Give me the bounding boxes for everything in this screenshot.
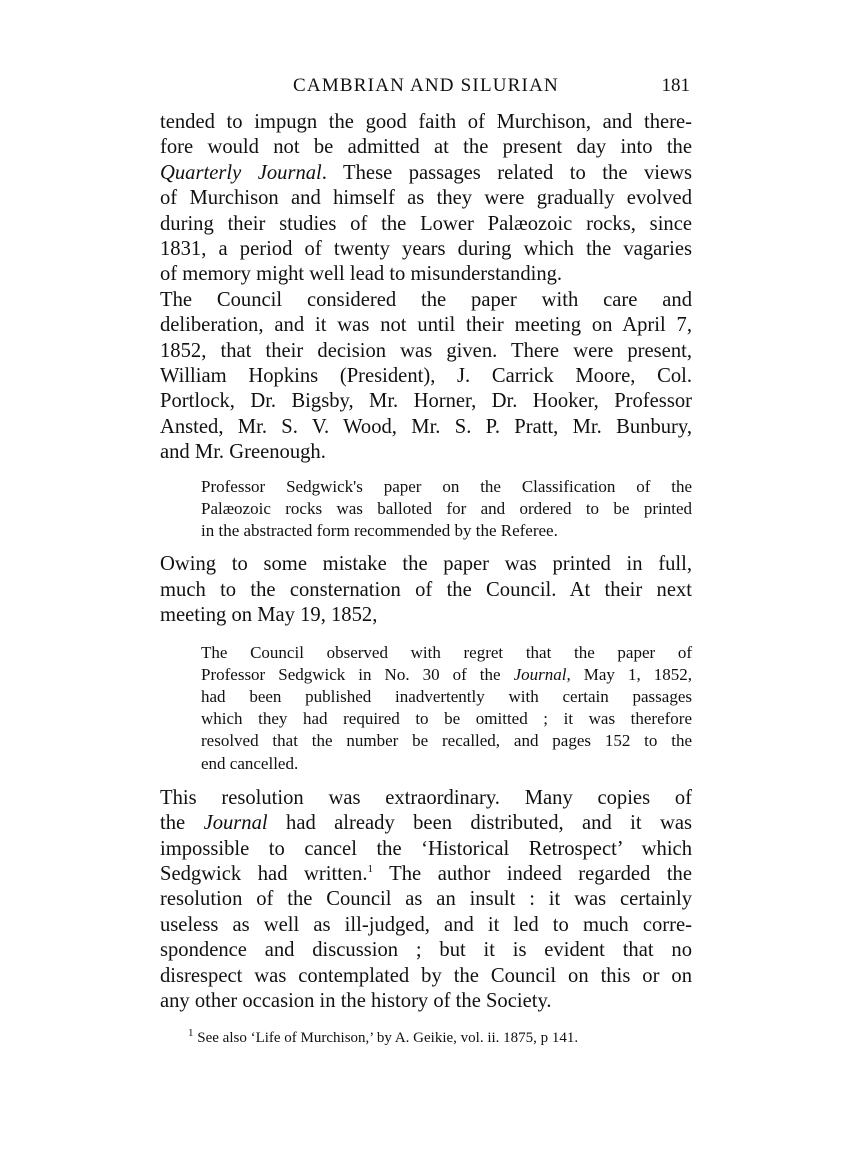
text-line: meeting on May 19, 1852, bbox=[160, 604, 378, 627]
block-quote-1 bbox=[160, 476, 692, 543]
text-line: any other occasion in the history of the Society. bbox=[160, 989, 552, 1012]
text-line: deliberation, and it was not until their meeting on April 7, bbox=[160, 314, 692, 337]
quote-line: end cancelled. bbox=[201, 753, 299, 773]
text-line: much to the consternation of the Council. At their next bbox=[160, 578, 692, 601]
footnote bbox=[160, 1028, 692, 1048]
quote-line: Professor Sedgwick's paper on the Classification of the bbox=[201, 476, 692, 496]
quote-line: Palæozoic rocks was balloted for and ordered to be printed bbox=[201, 498, 692, 518]
text-line: disrespect was contemplated by the Council on this or on bbox=[160, 964, 692, 987]
text-line: impossible to cancel the ‘Historical Retrospect’ which bbox=[160, 837, 692, 860]
footnote-marker: 1 bbox=[188, 1027, 194, 1040]
text-line: tended to impugn the good faith of Murchison, and there- bbox=[160, 111, 692, 133]
footnote-reference: 1 bbox=[367, 863, 373, 876]
text-line: useless as well as ill-judged, and it led to much corre- bbox=[160, 913, 692, 936]
quote-line: Professor Sedgwick in No. 30 of the Journal, May 1, 1852, bbox=[201, 664, 692, 684]
page-content bbox=[160, 70, 692, 1048]
quote-line: resolved that the number be recalled, and pages 152 to the bbox=[201, 731, 692, 751]
text-fragment: Sedgwick had written. bbox=[160, 862, 368, 885]
text-line: The Council considered the paper with care and bbox=[160, 288, 692, 311]
text-line: William Hopkins (President), J. Carrick Moore, Col. bbox=[160, 365, 692, 388]
text-line: during their studies of the Lower Palæozoic rocks, since bbox=[160, 212, 692, 235]
text-line: Quarterly Journal. These passages related to the views bbox=[160, 161, 692, 184]
text-line: Portlock, Dr. Bigsby, Mr. Horner, Dr. Hooker, Professor bbox=[160, 390, 692, 413]
text-line: spondence and discussion ; but it is evident that no bbox=[160, 939, 692, 962]
quote-line: in the abstracted form recommended by the Referee. bbox=[201, 521, 558, 541]
quote-line: which they had required to be omitted ; it was therefore bbox=[201, 709, 692, 729]
text-line: Owing to some mistake the paper was printed in full, bbox=[160, 553, 692, 576]
text-line: and Mr. Greenough. bbox=[160, 441, 326, 464]
quote-line: The Council observed with regret that the paper of bbox=[201, 642, 692, 662]
text-line: of Murchison and himself as they were gradually evolved bbox=[160, 187, 692, 210]
running-head bbox=[160, 70, 692, 104]
text-line: 1831, a period of twenty years during which the vagaries bbox=[160, 238, 692, 261]
text-line-with-footnote bbox=[160, 862, 692, 887]
text-line: 1852, that their decision was given. There were present, bbox=[160, 339, 692, 362]
footnote-text: See also ‘Life of Murchison,’ by A. Geikie, vol. ii. 1875, p 141. bbox=[193, 1030, 579, 1047]
block-quote-2 bbox=[160, 642, 692, 775]
text-line: Ansted, Mr. S. V. Wood, Mr. S. P. Pratt, Mr. Bunbury, bbox=[160, 415, 692, 438]
text-line: the Journal had already been distributed, and it was bbox=[160, 812, 693, 835]
text-line: fore would not be admitted at the present day into the bbox=[160, 136, 692, 159]
running-title: CAMBRIAN AND SILURIAN bbox=[293, 75, 559, 96]
paragraph-2 bbox=[160, 288, 692, 466]
quote-line: had been published inadvertently with certain passages bbox=[201, 686, 692, 706]
paragraph-4 bbox=[160, 786, 692, 1015]
text-line: This resolution was extraordinary. Many copies of bbox=[160, 786, 692, 809]
paragraph-1 bbox=[160, 110, 692, 288]
text-line: resolution of the Council as an insult : it was certainly bbox=[160, 888, 692, 911]
paragraph-3 bbox=[160, 552, 692, 628]
text-line: of memory might well lead to misunderstanding. bbox=[160, 263, 563, 286]
page-number: 181 bbox=[661, 75, 690, 96]
text-fragment: The author indeed regarded the bbox=[373, 862, 692, 885]
